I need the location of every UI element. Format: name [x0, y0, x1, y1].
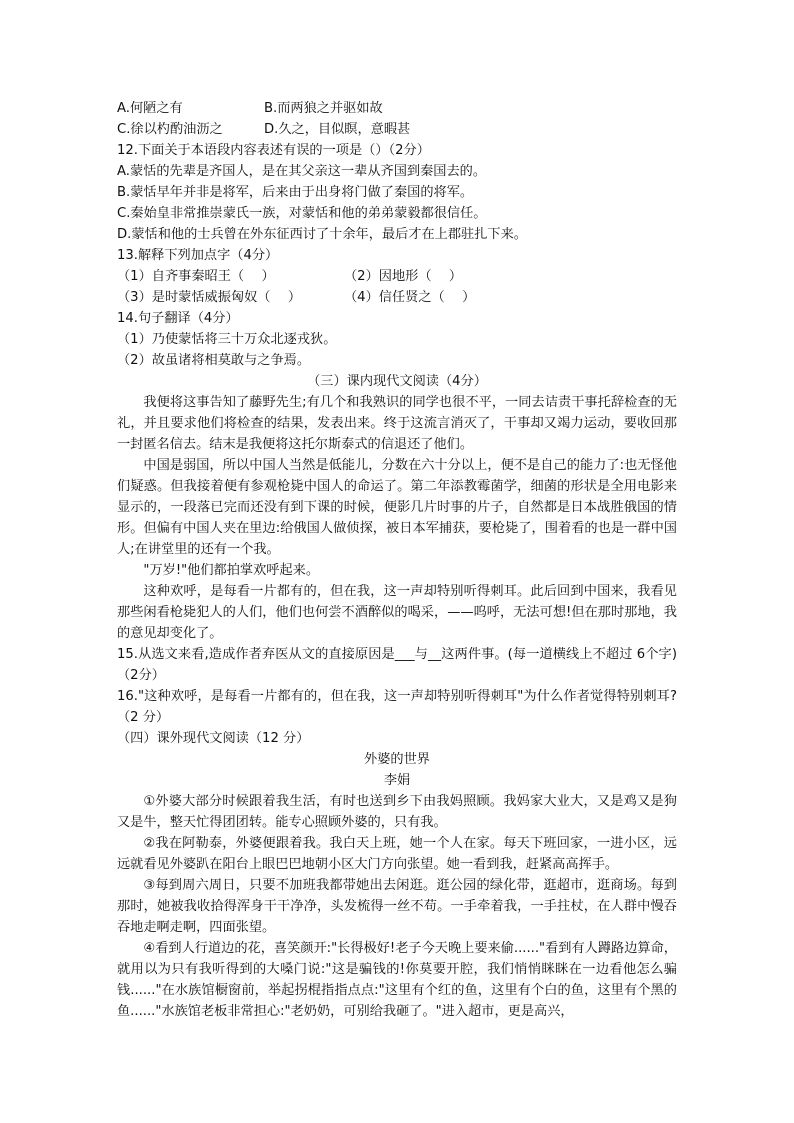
q14-item-1: （1）乃使蒙恬将三十万众北逐戎狄。 — [117, 332, 337, 347]
article-paragraph-2: ②我在阿勒泰，外婆便跟着我。我白天上班，她一个人在家。每天下班回家，一进小区，远远就看见外婆趴在阳台上眼巴巴地朝小区大门方向张望。她一看到我，赶紧高高挥手。 — [117, 836, 677, 872]
q13-item-4: （4）信任贤之（ ） — [344, 290, 476, 305]
article-paragraph-3: ③每到周六周日，只要不加班我都带她出去闲逛。逛公园的绿化带，逛超市，逛商场。每到那时，她被我收拾得浑身干干净净，头发梳得一丝不苟。一手牵着我，一手拄杖，在人群中慢吞吞地走啊走啊，四面张望。 — [117, 878, 677, 935]
q13-stem: 13.解释下列加点字（4分） — [117, 248, 279, 263]
q13-item-1: （1）自齐事秦昭王（ ） — [117, 269, 275, 284]
q14-item-2: （2）故虽诸将相莫敢与之争焉。 — [117, 353, 311, 368]
q12-option-a: A.蒙恬的先辈是齐国人，是在其父亲这一辈从齐国到秦国去的。 — [117, 164, 487, 179]
q16-stem: 16."这种欢呼，是每看一片都有的，但在我，这一声却特别听得刺耳"为什么作者觉得特别刺耳?（2 分） — [117, 689, 677, 725]
q11-options-row-2 — [117, 119, 677, 140]
section3-paragraph-3: "万岁!"他们都拍掌欢呼起来。 — [143, 563, 320, 578]
article-paragraph-4: ④看到人行道边的花，喜笑颜开:"长得极好!老子今天晚上要来偷......"看到有人蹲路边算命，就用以为只有我听得到的大嗓门说:"这是骗钱的!你莫要开腔，我们悄悄眯眯在一边看他怎么骗钱......"在水族馆橱窗前，举起拐棍指指点点:"这里有个红的鱼，这里有个白的鱼，这里有个黑的鱼......"水族馆老板非常担心:"老奶奶，可别给我砸了。"进入超市，更是高兴， — [117, 941, 677, 1019]
q12-option-c: C.秦始皇非常推崇蒙氏一族，对蒙恬和他的弟弟蒙毅都很信任。 — [117, 206, 487, 221]
q11-option-b: B.而两狼之并驱如故 — [264, 101, 383, 116]
q11-option-d: D.久之，目似瞑，意暇甚 — [264, 122, 411, 137]
q15-stem: 15.从选文来看,造成作者弃医从文的直接原因是___与__这两件事。(每一道横线上不超过 6个字)（2分） — [117, 647, 677, 683]
q14-stem: 14.句子翻译（4分） — [117, 311, 239, 326]
section3-heading: （三）课内现代文阅读（4分） — [307, 374, 487, 389]
q12-stem: 12.下面关于本语段内容表述有误的一项是（）（2分） — [117, 143, 430, 158]
section4-heading: （四）课外现代文阅读（12 分） — [117, 731, 310, 746]
section3-paragraph-4: 这种欢呼，是每看一片都有的，但在我，这一声却特别听得刺耳。此后回到中国来，我看见那些闲看枪毙犯人的人们，他们也何尝不酒醉似的喝采，——呜呼，无法可想!但在那时那地，我的意见却变化了。 — [117, 584, 677, 641]
article-paragraph-1: ①外婆大部分时候跟着我生活，有时也送到乡下由我妈照顾。我妈家大业大，又是鸡又是狗又是牛，整天忙得团团转。能专心照顾外婆的，只有我。 — [117, 794, 677, 830]
section3-paragraph-2: 中国是弱国，所以中国人当然是低能儿，分数在六十分以上，便不是自己的能力了:也无怪他们疑惑。但我接着便有参观枪毙中国人的命运了。第二年添教霉菌学，细菌的形状是全用电影来显示的，一段落已完而还没有到下课的时候，便影几片时事的片子，自然都是日本战胜俄国的情形。但偏有中国人夹在里边:给俄国人做侦探，被日本军捕获，要枪毙了，围着看的也是一群中国人;在讲堂里的还有一个我。 — [117, 458, 677, 557]
article-author: 李娟 — [383, 773, 411, 788]
article-title: 外婆的世界 — [364, 752, 430, 767]
q13-item-3: （3）是时蒙恬威振匈奴（ ） — [117, 290, 302, 305]
exam-page — [117, 98, 677, 1022]
q12-option-d: D.蒙恬和他的士兵曾在外东征西讨了十余年，最后才在上郡驻扎下来。 — [117, 227, 527, 242]
q13-row-1 — [117, 266, 677, 287]
section3-paragraph-1: 我便将这事告知了藤野先生;有几个和我熟识的同学也很不平，一同去诘责干事托辞检查的无礼，并且要求他们将检查的结果，发表出来。终于这流言消灭了，干事却又竭力运动，要收回那一封匿名信去。结末是我便将这托尔斯泰式的信退还了他们。 — [117, 395, 677, 452]
q12-option-b: B.蒙恬早年并非是将军，后来由于出身将门做了秦国的将军。 — [117, 185, 474, 200]
q11-option-a: A.何陋之有 — [117, 101, 183, 116]
q11-options-row-1 — [117, 98, 677, 119]
q13-row-2 — [117, 287, 677, 308]
q11-option-c: C.徐以杓酌油沥之 — [117, 122, 223, 137]
q13-item-2: （2）因地形（ ） — [344, 269, 463, 284]
